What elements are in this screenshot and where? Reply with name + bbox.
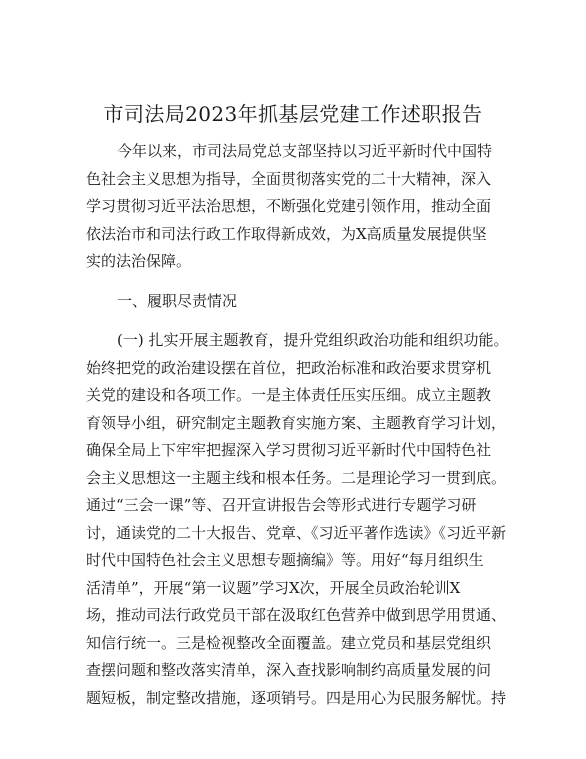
paragraph-line: (一) 扎实开展主题教育，提升党组织政治功能和组织功能。 <box>117 331 509 349</box>
section-heading: 一、履职尽责情况 <box>117 291 238 310</box>
paragraph-line: 通过“三会一课”等、召开宣讲报告会等形式进行专题学习研 <box>86 496 477 514</box>
paragraph-line: 关党的建设和各项工作。一是主体责任压实压细。成立主题教 <box>86 386 492 404</box>
document-body <box>86 138 518 712</box>
paragraph-line: 场，推动司法行政党员干部在汲取红色营养中做到思学用贯通、 <box>86 606 507 624</box>
paragraph-line: 今年以来，市司法局党总支部坚持以习近平新时代中国特 <box>117 142 493 160</box>
paragraph-line: 知信行统一。三是检视整改全面覆盖。建立党员和基层党组织 <box>86 633 492 652</box>
paragraph-line: 查摆问题和整改落实清单，深入查找影响制约高质量发展的问 <box>86 661 492 679</box>
paragraph-line: 时代中国特色社会主义思想专题摘编》等。用好“每月组织生 <box>86 551 484 569</box>
paragraph-line: 色社会主义思想为指导，全面贯彻落实党的二十大精神，深入 <box>86 169 492 188</box>
paragraph-line: 会主义思想这一主题主线和根本任务。二是理论学习一贯到底。 <box>86 468 507 487</box>
paragraph-line: 活清单”，开展“第一议题”学习X次，开展全员政治轮训X <box>86 578 461 597</box>
paragraph-line: 确保全局上下牢牢把握深入学习贯彻习近平新时代中国特色社 <box>86 441 492 459</box>
paragraph-line: 实的法治保障。 <box>86 252 192 270</box>
paragraph-line: 题短板，制定整改措施，逐项销号。四是用心为民服务解忧。持 <box>86 688 507 707</box>
document-title: 市司法局2023年抓基层党建工作述职报告 <box>103 102 483 126</box>
paragraph-line: 讨，通读党的二十大报告、党章、《习近平著作选读》《习近平新 <box>86 523 507 542</box>
paragraph-line: 依法治市和司法行政工作取得新成效，为X高质量发展提供坚 <box>86 224 487 243</box>
paragraph-line: 始终把党的政治建设摆在首位，把政治标准和政治要求贯穿机 <box>86 358 492 377</box>
paragraph-gap <box>86 276 518 288</box>
paragraph-line: 学习贯彻习近平法治思想，不断强化党建引领作用，推动全面 <box>86 197 492 215</box>
paragraph-gap <box>86 315 518 327</box>
paragraph-line: 育领导小组，研究制定主题教育实施方案、主题教育学习计划， <box>86 413 507 432</box>
